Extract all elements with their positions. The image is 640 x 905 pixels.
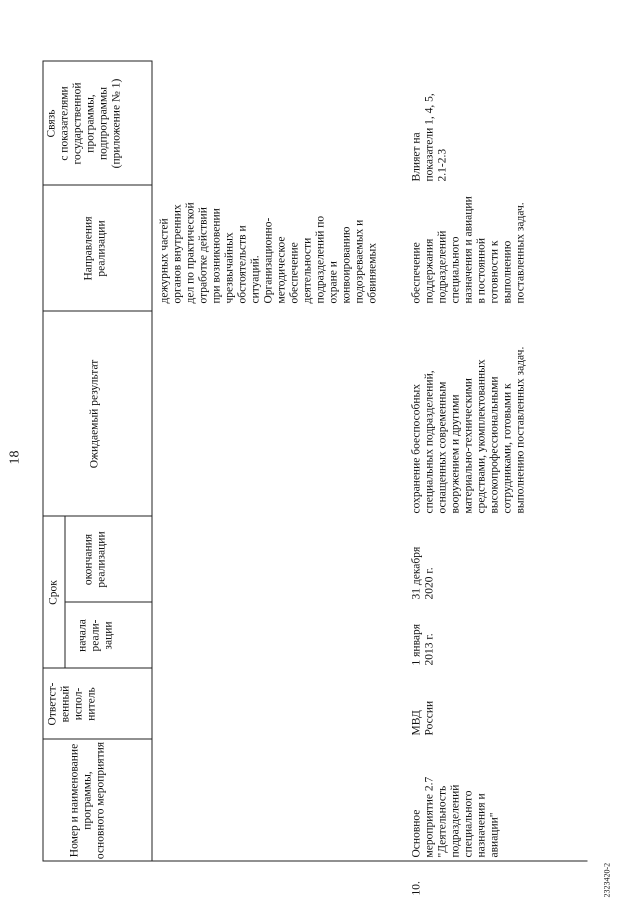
header-bottom-border — [151, 61, 152, 861]
header-indicator-link: Связь с показателями государственной программы, подпрограммы (приложение № 1) — [45, 78, 122, 168]
srok-divider — [64, 516, 65, 668]
header-srok: Срок — [47, 579, 59, 605]
row-10-executor: МВД России — [410, 700, 435, 735]
row-10-indicator-link: Влияет на показатели 1, 4, 5, 2.1-2.3 — [410, 92, 448, 181]
row-10-start-date: 1 января 2013 г. — [410, 623, 435, 665]
page-number: 18 — [7, 450, 22, 464]
table-top-border — [42, 61, 43, 861]
table-left-border — [42, 860, 587, 861]
header-srok-start: начала реали- зации — [76, 618, 114, 652]
continued-direction-text: дежурных частей органов внутренних дел по практической отработке действий при возникновении чрезвычайных обстоятельств и ситуаций. Организационно- методическое обеспечение деятельности подразделений по охране и конвоированию подозреваемых и обвиняемых — [158, 201, 378, 303]
row-10-number: 10. — [410, 880, 422, 895]
header-srok-end: окончания реализации — [82, 530, 107, 588]
header-direction: Направления реализации — [82, 216, 107, 280]
row-10-direction: обеспечение поддержания подразделений специального назначения и авиации в постоянной готовности к выполнению поставленных задач. — [410, 195, 526, 303]
row-10-end-date: 31 декабря 2020 г. — [410, 546, 435, 599]
header-program-name: Номер и наименование программы, основного мероприятия — [68, 741, 106, 859]
header-expected-result: Ожидаемый результат — [88, 359, 100, 468]
document-id: 2323420-2 — [602, 862, 611, 897]
row-10-expected-result: сохранение боеспособных специальных подразделений, оснащенных современным вооружением и другими материально-техническими средствами, укомплектованных высокопрофессиональными сотрудниками, готовыми к выполнению поставленных задач. — [410, 346, 526, 513]
row-10-program-name: Основное мероприятие 2.7 "Деятельность подразделений специального назначения и авиации" — [410, 776, 500, 857]
header-executor: Ответст- венный испол- нитель — [46, 682, 97, 725]
